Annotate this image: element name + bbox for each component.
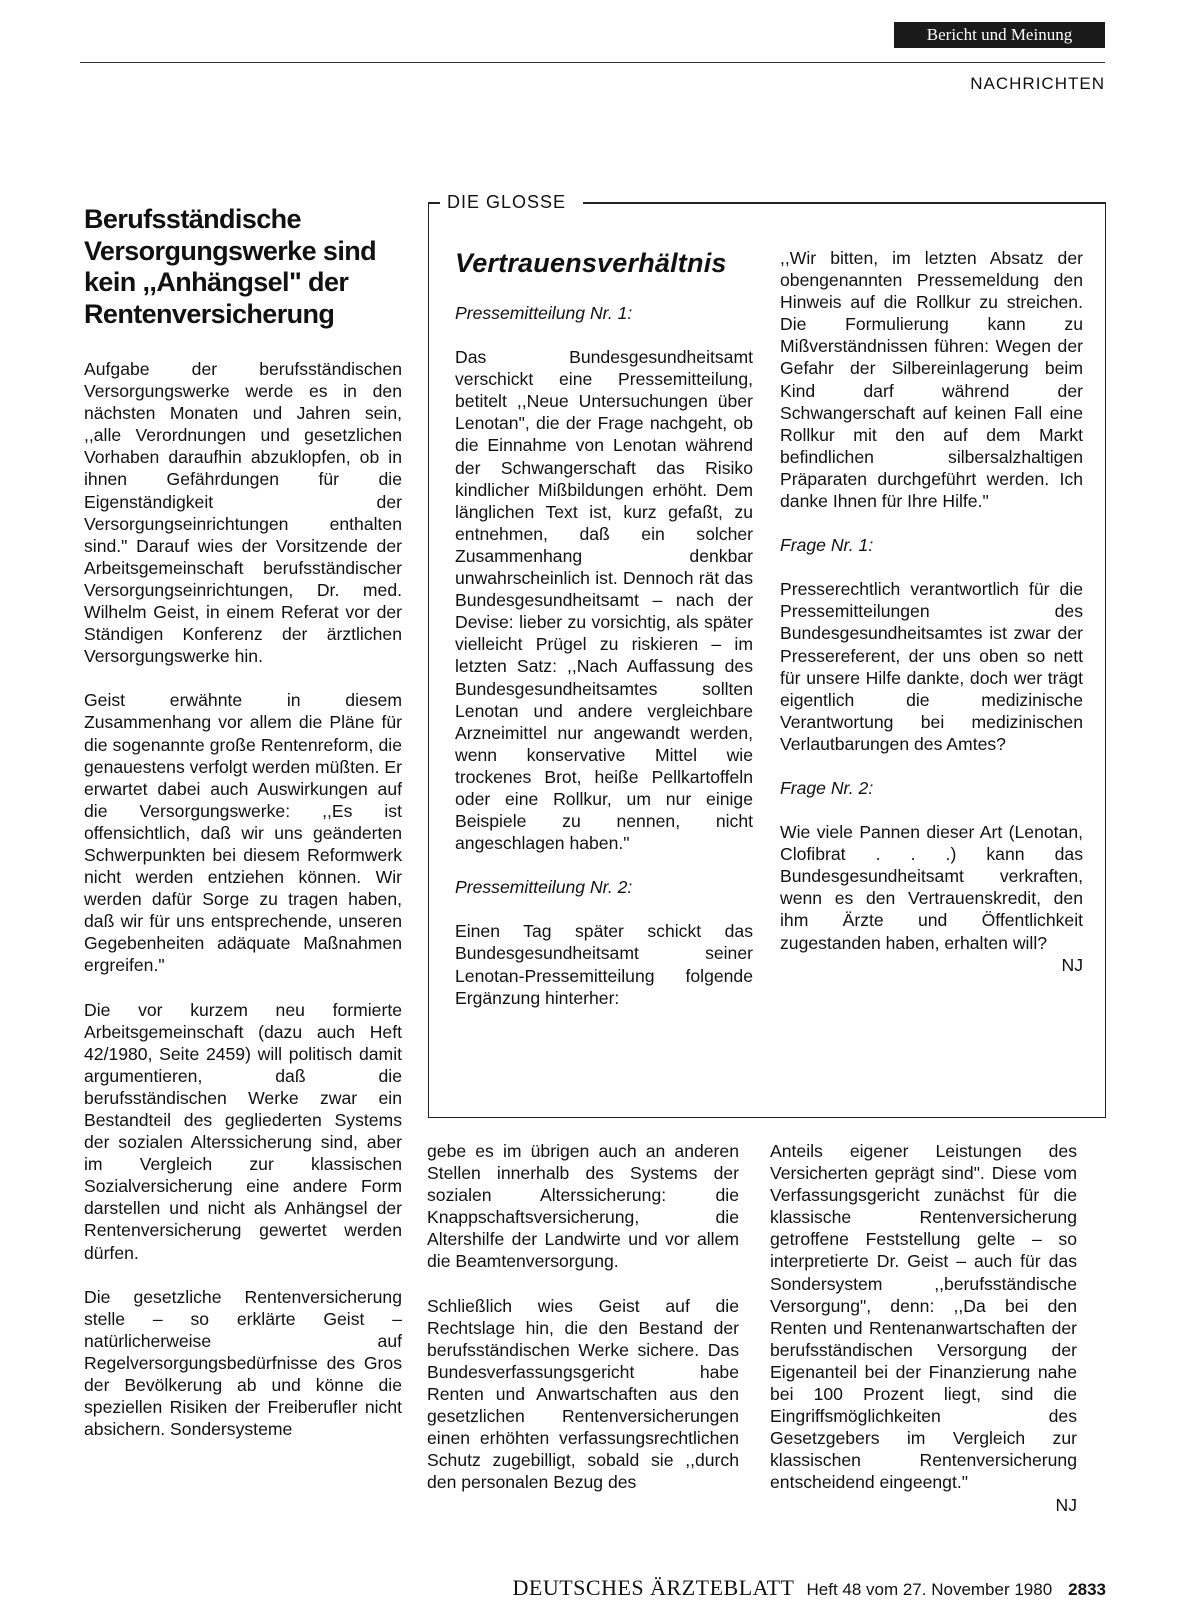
article-paragraph: Anteils eigener Leistungen des Versicherten geprägt sind". Diese vom Verfassungsgericht zunächst für die klassische Rentenversicherung getroffene Feststellung gelte – so interpretierte Dr. Geist – auch für das Sondersystem ,,berufsständische Versorgung", denn: ,,Da bei den Renten und Rentenanwartschaften der berufsständischen Versorgung der Eigenanteil bei der Finanzierung nahe bei 100 Prozent liegt, sind die Eingriffsmöglichkeiten des Gesetzgebers im Vergleich zur klassischen Rentenversicherung entscheidend eingeengt." — [770, 1141, 1077, 1493]
glosse-paragraph: Wie viele Pannen dieser Art (Lenotan, Clofibrat . . .) kann das Bundesgesundheitsamt verkraften, wenn es den Vertrauenskredit, den ihm Ärzte und Öffentlichkeit zugestanden haben, erhalten will? — [780, 822, 1083, 953]
article-paragraph: Aufgabe der berufsständischen Versorgungswerke werde es in den nächsten Monaten und Jahren sein, ,,alle Verordnungen und gesetzlichen Vorhaben daraufhin abzuklopfen, ob in ihnen Gefährdungen für die Eigenständigkeit der Versorgungseinrichtungen enthalten sind." Darauf wies der Vorsitzende der Arbeitsgemeinschaft berufsständischer Versorgungseinrichtungen, Dr. med. Wilhelm Geist, in einem Referat vor der Ständigen Konferenz der ärztlichen Versorgungswerke hin. — [84, 359, 402, 667]
article-paragraph: Schließlich wies Geist auf die Rechtslage hin, die den Bestand der berufsständischen Werke sichere. Das Bundesverfassungsgericht habe Renten und Anwartschaften aus den gesetzlichen Rentenversicherungen einen erhöhten verfassungsrechtlichen Schutz zugebilligt, sobald sie ,,durch den personalen Bezug des — [427, 1295, 739, 1493]
glosse-paragraph: Das Bundesgesundheitsamt verschickt eine Pressemitteilung, betitelt ,,Neue Untersuchungen über Lenotan", die der Frage nachgeht, ob die Einnahme von Lenotan während der Schwangerschaft das Risiko kindlicher Mißbildungen erhöht. Dem länglichen Text ist, kurz gefaßt, zu entnehmen, daß ein solcher Zusammenhang denkbar unwahrscheinlich ist. Dennoch rät das Bundesgesundheitsamt – nach der Devise: lieber zu vorsichtig, als später vielleicht Prügel zu riskieren – im letzten Satz: ,,Nach Auffassung des Bundesgesundheitsamtes sollten Lenotan und andere vergleichbare Arzneimittel nur angewandt werden, wenn konservative Mittel wie trockenes Brot, heiße Pellkartoffeln oder eine Rollkur, um nur einige Beispiele zu nennen, nicht angeschlagen haben." — [455, 347, 753, 854]
glosse-paragraph: ,,Wir bitten, im letzten Absatz der obengenannten Pressemeldung den Hinweis auf die Rollkur zu streichen. Die Formulierung kann zu Mißverständnissen führen: Wegen der Gefahr der Silbereinlagerung beim Kind darf während der Schwangerschaft auf keinen Fall eine Rollkur mit den auf dem Markt befindlichen silbersalzhaltigen Präparaten durchgeführt werden. Ich danke Ihnen für Ihre Hilfe." — [780, 248, 1083, 512]
header-rule — [80, 62, 1105, 63]
glosse-subheading: Pressemitteilung Nr. 2: — [455, 877, 633, 898]
article-signature-row — [770, 1494, 1077, 1516]
glosse-box-corner — [428, 202, 440, 204]
journal-name: DEUTSCHES ÄRZTEBLATT — [512, 1575, 795, 1600]
glosse-subheading: Frage Nr. 1: — [780, 535, 874, 556]
glosse-signature-row — [780, 954, 1083, 976]
continuation-column-right — [770, 1140, 1077, 1516]
glosse-paragraph: Presserechtlich verantwortlich für die Pressemitteilungen des Bundesgesundheitsamtes ist zwar der Pressereferent, der uns oben so nett für unsere Hilfe dankte, doch wer trägt eigentlich die medizinische Verantwortung bei medizinischen Verlautbarungen des Amtes? — [780, 579, 1083, 754]
section-tag: Bericht und Meinung — [894, 22, 1105, 48]
article-title: Berufsständische Versorgungswerke sind kein ,,Anhängsel" der Rentenversicherung — [84, 204, 377, 329]
article-paragraph: gebe es im übrigen auch an anderen Stellen innerhalb des Systems der sozialen Alterssicherung: die Knappschaftsversicherung, die Altershilfe der Landwirte und vor allem die Beamtenversorgung. — [427, 1141, 739, 1272]
glosse-subheading: Pressemitteilung Nr. 1: — [455, 303, 633, 323]
page-footer — [416, 1575, 1106, 1605]
article-signature: NJ — [1055, 1494, 1077, 1515]
article-paragraph: Die gesetzliche Rentenversicherung stelle – so erklärte Geist – natürlicherweise auf Regelversorgungsbedürfnisse des Gros der Bevölkerung ab und könne die speziellen Risiken der Freiberufler nicht absichern. Sondersysteme — [84, 1286, 402, 1440]
glosse-signature: NJ — [1061, 954, 1083, 975]
article-body-left — [84, 358, 402, 1462]
category-label: NACHRICHTEN — [970, 74, 1105, 93]
glosse-paragraph: Einen Tag später schickt das Bundesgesundheitsamt seiner Lenotan-Pressemitteilung folgende Ergänzung hinterher: — [455, 921, 753, 1008]
glosse-column-middle — [455, 302, 753, 1031]
article-paragraph: Geist erwähnte in diesem Zusammenhang vor allem die Pläne für die sogenannte große Rentenreform, die genauestens verfolgt werden müßten. Er erwartet dabei auch Auswirkungen auf die Versorgungswerke: ,,Es ist offensichtlich, daß wir uns geänderten Schwerpunkten bei diesem Reformwerk nicht werden entziehen können. Wir werden dafür Sorge zu tragen haben, daß wir für uns entsprechende, unseren Gegebenheiten adäquate Maßnahmen ergreifen." — [84, 690, 402, 976]
continuation-column-middle — [427, 1140, 739, 1515]
issue-info: Heft 48 vom 27. November 1980 — [806, 1580, 1053, 1599]
page-number: 2833 — [1068, 1580, 1106, 1599]
glosse-column-right — [780, 247, 1083, 976]
article-paragraph: Die vor kurzem neu formierte Arbeitsgemeinschaft (dazu auch Heft 42/1980, Seite 2459) will politisch damit argumentieren, daß die berufsständischen Werke zwar ein Bestandteil des gegliederten Systems der sozialen Alterssicherung sind, aber im Vergleich zur klassischen Sozialversicherung eine andere Form darstellen und nicht als Anhängsel der Rentenversicherung gewertet werden dürfen. — [84, 999, 402, 1263]
glosse-label: DIE GLOSSE — [445, 192, 570, 213]
glosse-title: Vertrauensverhältnis — [455, 248, 727, 278]
glosse-box-top-border — [583, 202, 1106, 204]
glosse-subheading: Frage Nr. 2: — [780, 777, 874, 798]
